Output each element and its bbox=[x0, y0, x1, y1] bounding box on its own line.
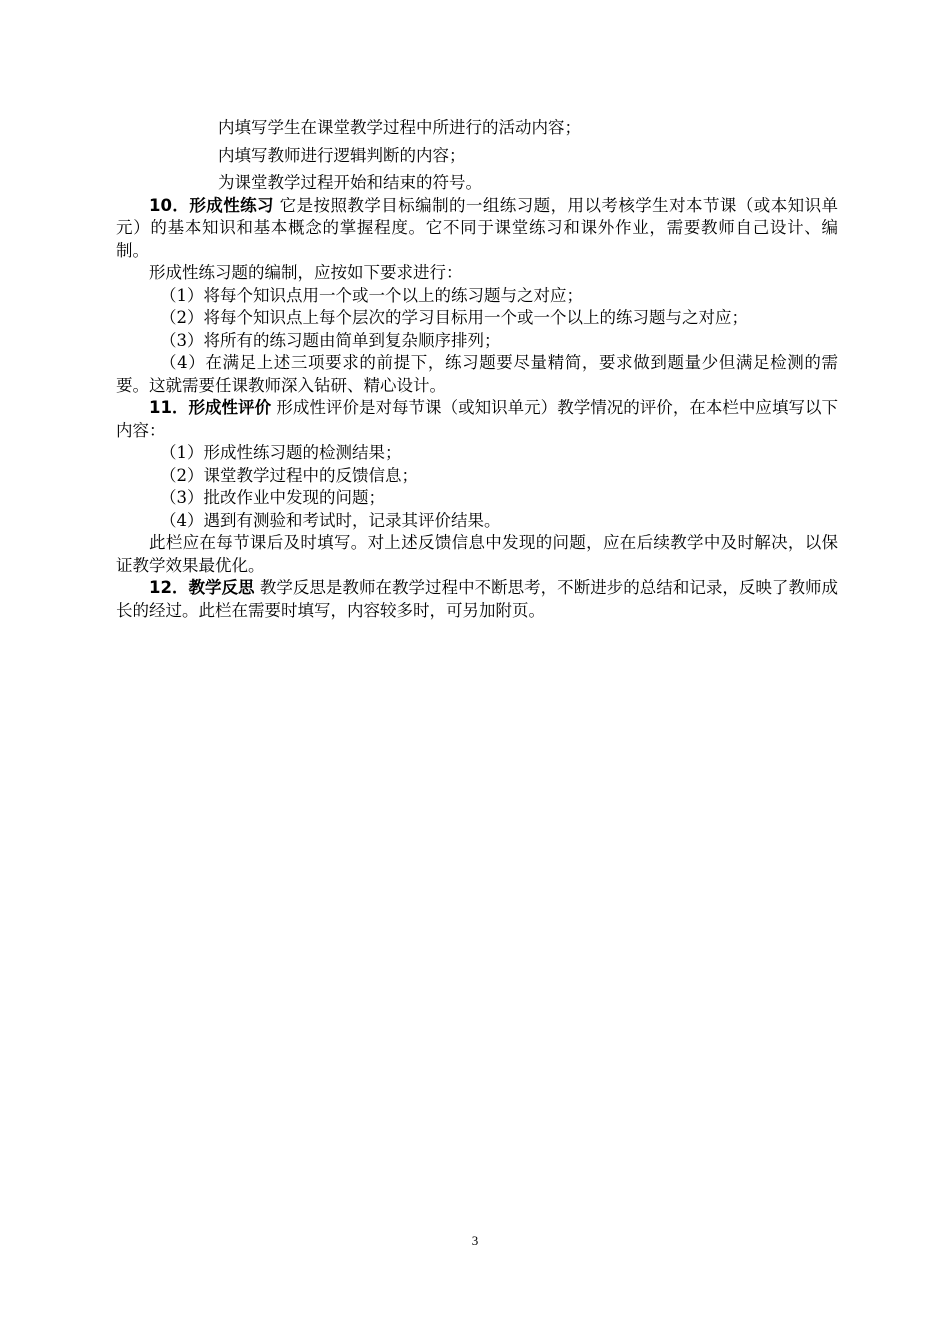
symbol-desc-start-end: 为课堂教学过程开始和结束的符号。 bbox=[218, 173, 482, 192]
page-content bbox=[116, 117, 838, 622]
symbol-desc-teacher: 内填写教师进行逻辑判断的内容； bbox=[218, 145, 466, 165]
section-11-item-4: （4）遇到有测验和考试时，记录其评价结果。 bbox=[160, 510, 501, 530]
section-12-paragraph bbox=[116, 577, 838, 622]
page-number: 3 bbox=[471, 1233, 479, 1248]
section-12-text: 教学反思是教师在教学过程中不断思考，不断进步的总结和记录，反映了教师成长的经过。此栏在需要时填写，内容较多时，可另加附页。 bbox=[116, 578, 838, 620]
section-10-item-2: （2）将每个知识点上每个层次的学习目标用一个或一个以上的练习题与之对应； bbox=[160, 308, 748, 327]
section-10-paragraph bbox=[116, 195, 838, 263]
section-11-item-1: （1）形成性练习题的检测结果； bbox=[160, 443, 402, 462]
section-10-item-3: （3）将所有的练习题由简单到复杂顺序排列； bbox=[160, 330, 501, 350]
section-10-heading: 10．形成性练习 bbox=[149, 195, 274, 215]
section-11-item-3: （3）批改作业中发现的问题； bbox=[160, 488, 385, 507]
section-11-after: 此栏应在每节课后及时填写。对上述反馈信息中发现的问题，应在后续教学中及时解决，以保证教学效果最优化。 bbox=[116, 533, 838, 575]
symbol-desc-student: 内填写学生在课堂教学过程中所进行的活动内容； bbox=[218, 118, 581, 137]
section-10-item-1: （1）将每个知识点用一个或一个以上的练习题与之对应； bbox=[160, 285, 583, 305]
section-11-heading: 11．形成性评价 bbox=[149, 398, 272, 417]
section-10-text: 它是按照教学目标编制的一组练习题，用以考核学生对本节课（或本知识单元）的基本知识和基本概念的掌握程度。它不同于课堂练习和课外作业，需要教师自己设计、编制。 bbox=[116, 195, 839, 260]
section-10-item-4: （4）在满足上述三项要求的前提下，练习题要尽量精简，要求做到题量少但满足检测的需要。这就需要任课教师深入钻研、精心设计。 bbox=[116, 353, 838, 395]
section-11-paragraph bbox=[116, 397, 838, 442]
section-11-text: 形成性评价是对每节课（或知识单元）教学情况的评价，在本栏中应填写以下内容： bbox=[116, 398, 839, 440]
section-11-item-2: （2）课堂教学过程中的反馈信息； bbox=[160, 465, 418, 485]
section-12-heading: 12．教学反思 bbox=[149, 578, 255, 597]
section-10-intro: 形成性练习题的编制，应按如下要求进行： bbox=[149, 263, 463, 282]
